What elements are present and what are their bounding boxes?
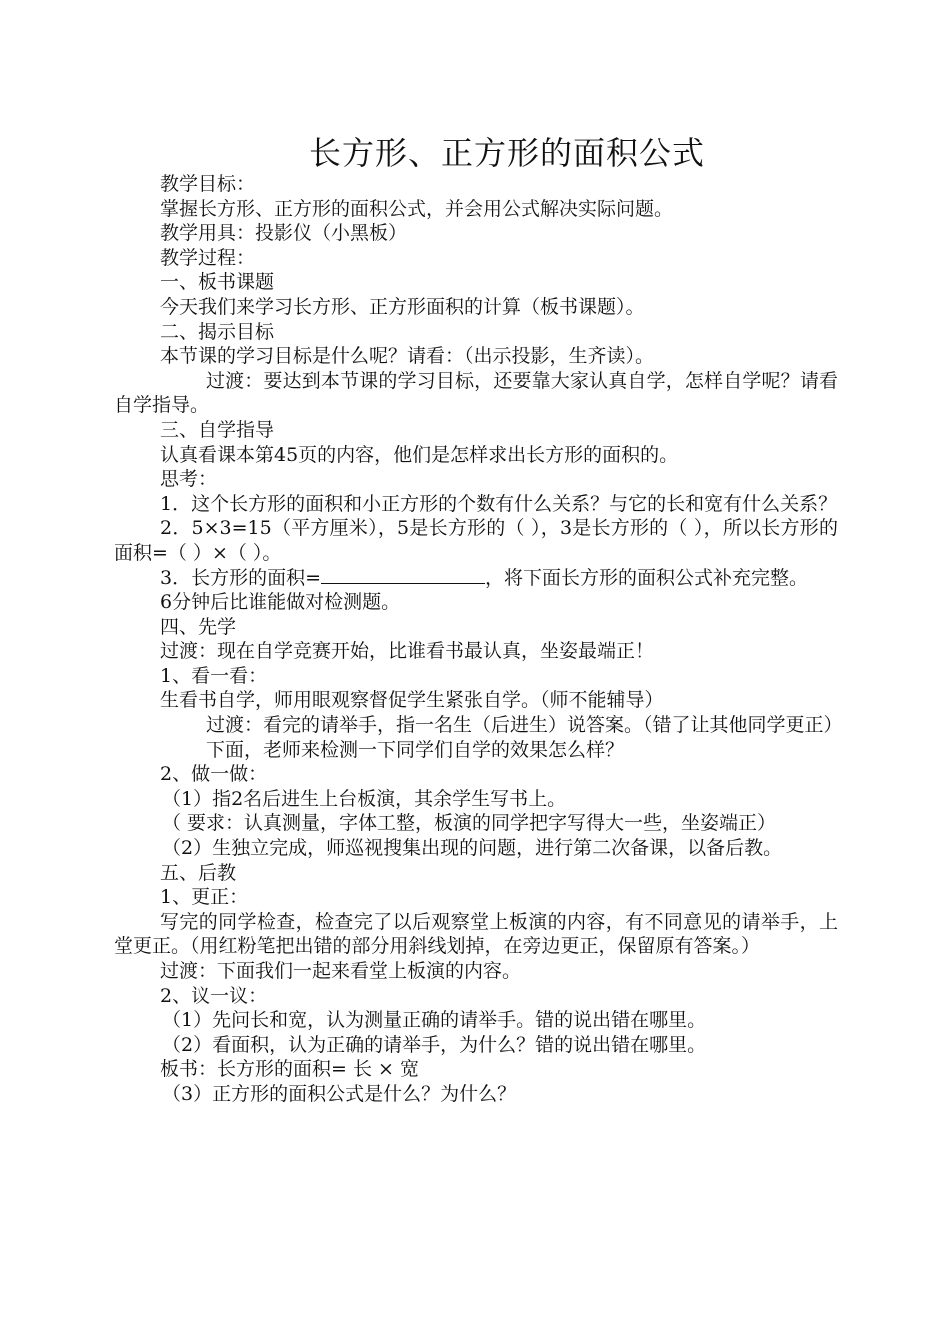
paragraph: 认真看课本第45页的内容，他们是怎样求出长方形的面积的。 (160, 443, 679, 466)
paragraph: 板书：长方形的面积= 长 × 宽 (160, 1058, 419, 1081)
paragraph: 下面，老师来检测一下同学们自学的效果怎么样？ (206, 738, 625, 761)
paragraph: 6分钟后比谁能做对检测题。 (160, 591, 401, 614)
paragraph: 生看书自学，师用眼观察督促学生紧张自学。（师不能辅导） (160, 689, 664, 712)
paragraph: 教学目标： (160, 173, 256, 195)
fill-in-blank (321, 567, 485, 584)
paragraph: （1）指2名后进生上台板演，其余学生写书上。 (162, 787, 567, 810)
paragraph: 过渡：看完的请举手，指一名生（后进生）说答案。（错了让其他同学更正） (206, 714, 843, 737)
question-3-suffix: ，将下面长方形的面积公式补充完整。 (485, 566, 809, 589)
paragraph: 2、做一做： (160, 763, 268, 786)
document-body (114, 172, 843, 1107)
paragraph: （2）生独立完成，师巡视搜集出现的问题，进行第二次备课，以备后教。 (162, 837, 783, 860)
paragraph: 今天我们来学习长方形、正方形面积的计算（板书课题）。 (160, 295, 645, 318)
paragraph: 写完的同学检查，检查完了以后观察堂上板演的内容，有不同意见的请举手，上堂更正。（用红粉笔把出错的部分用斜线划掉，在旁边更正，保留原有答案。） (114, 910, 838, 958)
section-heading: 四、先学 (160, 615, 237, 638)
section-heading: 二、揭示目标 (160, 320, 275, 343)
question-1: 1．这个长方形的面积和小正方形的个数有什么关系？与它的长和宽有什么关系？ (160, 492, 838, 515)
paragraph: 1、看一看： (160, 664, 268, 687)
paragraph: 过渡：下面我们一起来看堂上板演的内容。 (160, 960, 522, 982)
paragraph: 掌握长方形、正方形的面积公式，并会用公式解决实际问题。 (160, 197, 674, 220)
paragraph: 2、议一议： (160, 984, 268, 1007)
paragraph: （2）看面积，认为正确的请举手，为什么？错的说出错在哪里。 (162, 1033, 707, 1056)
section-heading: 三、自学指导 (160, 418, 275, 441)
paragraph: （1）先问长和宽，认为测量正确的请举手。错的说出错在哪里。 (162, 1009, 707, 1032)
paragraph: 教学用具：投影仪（小黑板） (160, 222, 408, 245)
question-2: 2．5×3=15（平方厘米），5是长方形的（ ），3是长方形的（ ），所以长方形的面积=（ ）×（ ）。 (114, 517, 838, 564)
document-title: 长方形、正方形的面积公式 (308, 134, 705, 172)
paragraph: 教学过程： (160, 246, 256, 269)
paragraph: （3）正方形的面积公式是什么？为什么？ (162, 1082, 517, 1105)
paragraph: 过渡：要达到本节课的学习目标，还要靠大家认真自学，怎样自学呢？请看自学指导。 (114, 369, 838, 417)
question-3 (114, 566, 838, 591)
question-3-text: 3．长方形的面积= (160, 566, 322, 589)
paragraph: 思考： (160, 468, 218, 491)
section-heading: 五、后教 (160, 861, 237, 884)
paragraph: （ 要求：认真测量，字体工整，板演的同学把字写得大一些，坐姿端正） (162, 812, 777, 835)
paragraph: 过渡：现在自学竞赛开始，比谁看书最认真，坐姿最端正！ (160, 640, 655, 663)
paragraph: 本节课的学习目标是什么呢？请看：（出示投影，生齐读）。 (160, 345, 655, 368)
section-heading: 一、板书课题 (160, 271, 275, 294)
paragraph: 1、更正： (160, 886, 249, 909)
